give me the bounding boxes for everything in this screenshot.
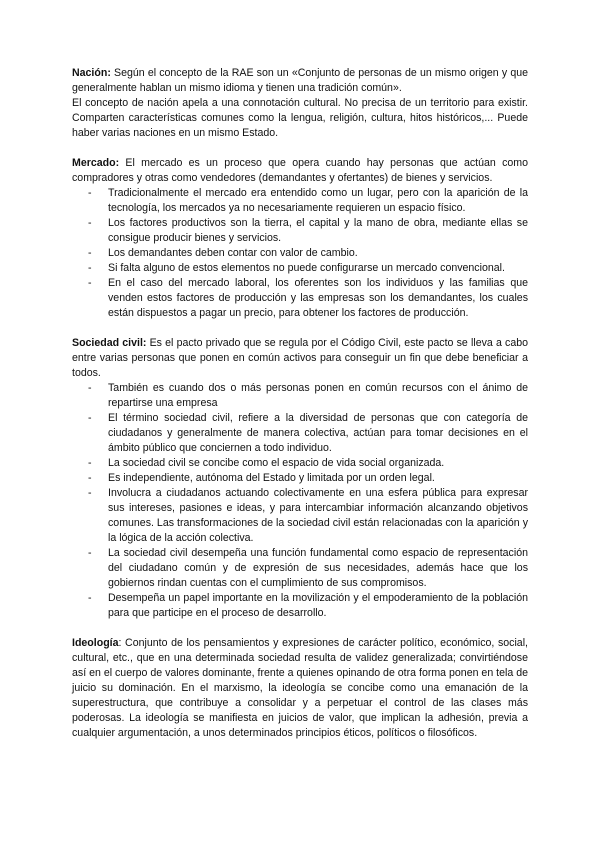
nacion-definition-paragraph (72, 66, 528, 96)
mercado-list (72, 186, 528, 321)
list-item: - Es independiente, autónoma del Estado y limitada por un orden legal. (108, 471, 528, 486)
nacion-paragraph: El concepto de nación apela a una connotación cultural. No precisa de un territorio para existir. Comparten características comunes como la lengua, religión, cultura, hitos históricos,... Puede haber varias naciones en un mismo Estado. (72, 97, 528, 139)
mercado-definition-paragraph (72, 156, 528, 186)
list-item: - Los factores productivos son la tierra, el capital y la mano de obra, mediante ellas se consigue producir bienes y servicios. (108, 216, 528, 246)
sociedad-definition: Es el pacto privado que se regula por el Código Civil, este pacto se lleva a cabo entre varias personas que ponen en común activos para conseguir un fin que debe beneficiar a todos. (72, 337, 528, 379)
term-mercado: Mercado: (72, 157, 120, 169)
list-item: - El término sociedad civil, refiere a la diversidad de personas que con categoría de ciudadanos y generalmente de manera colectiva, actúan para tomar decisiones en el ámbito público que conciernen a todo individuo. (108, 411, 528, 456)
mercado-definition: El mercado es un proceso que opera cuando hay personas que actúan como compradores y otras como vendedores (demandantes y ofertantes) de bienes y servicios. (72, 157, 528, 184)
list-item: - La sociedad civil se concibe como el espacio de vida social organizada. (108, 456, 528, 471)
list-item: - Tradicionalmente el mercado era entendido como un lugar, pero con la aparición de la tecnología, los mercados ya no necesariamente requieren un espacio físico. (108, 186, 528, 216)
sociedad-definition-paragraph (72, 336, 528, 381)
section-sociedad-civil (72, 336, 528, 621)
nacion-definition: Según el concepto de la RAE son un «Conjunto de personas de un mismo origen y que generalmente hablan un mismo idioma y tienen una tradición común». (72, 67, 528, 94)
term-nacion: Nación: (72, 67, 111, 79)
list-item: - Desempeña un papel importante en la movilización y el empoderamiento de la población para que participe en el proceso de desarrollo. (108, 591, 528, 621)
section-nacion (72, 66, 528, 141)
ideologia-definition: : Conjunto de los pensamientos y expresiones de carácter político, económico, social, cultural, etc., que en una determinada sociedad resulta de validez generalizada; convirtiéndose así en el cuerpo de valores dominante, frente a quienes opinando de otra forma ponen en tela de juicio su dominación. En el marxismo, la ideología se concibe como una emanación de la superestructura, que contribuye a consolidar y a perpetuar el control de las clases más poderosas. La ideología se manifiesta en juicios de valor, que implican la adhesión, previa a cualquier argumentación, a unos determinados principios éticos, políticos o filosóficos. (72, 637, 528, 739)
list-item: - Si falta alguno de estos elementos no puede configurarse un mercado convencional. (108, 261, 528, 276)
term-sociedad-civil: Sociedad civil: (72, 337, 147, 349)
section-ideologia (72, 636, 528, 741)
document-page (72, 66, 528, 756)
section-mercado (72, 156, 528, 321)
list-item: - También es cuando dos o más personas ponen en común recursos con el ánimo de repartirse una empresa (108, 381, 528, 411)
list-item: - Involucra a ciudadanos actuando colectivamente en una esfera pública para expresar sus intereses, pasiones e ideas, y para intercambiar información alcanzando objetivos comunes. Las transformaciones de la sociedad civil están relacionadas con la aparición y la lógica de la acción colectiva. (108, 486, 528, 546)
list-item: - En el caso del mercado laboral, los oferentes son los individuos y las familias que venden estos factores de producción y las empresas son los demandantes, los cuales están dispuestos a pagar un precio, para obtener los factores de producción. (108, 276, 528, 321)
list-item: - Los demandantes deben contar con valor de cambio. (108, 246, 528, 261)
ideologia-paragraph (72, 636, 528, 741)
list-item: - La sociedad civil desempeña una función fundamental como espacio de representación del ciudadano común y de expresión de sus necesidades, además hace que los gobiernos rindan cuentas con el cumplimiento de sus compromisos. (108, 546, 528, 591)
sociedad-list (72, 381, 528, 621)
term-ideologia: Ideología (72, 637, 119, 649)
